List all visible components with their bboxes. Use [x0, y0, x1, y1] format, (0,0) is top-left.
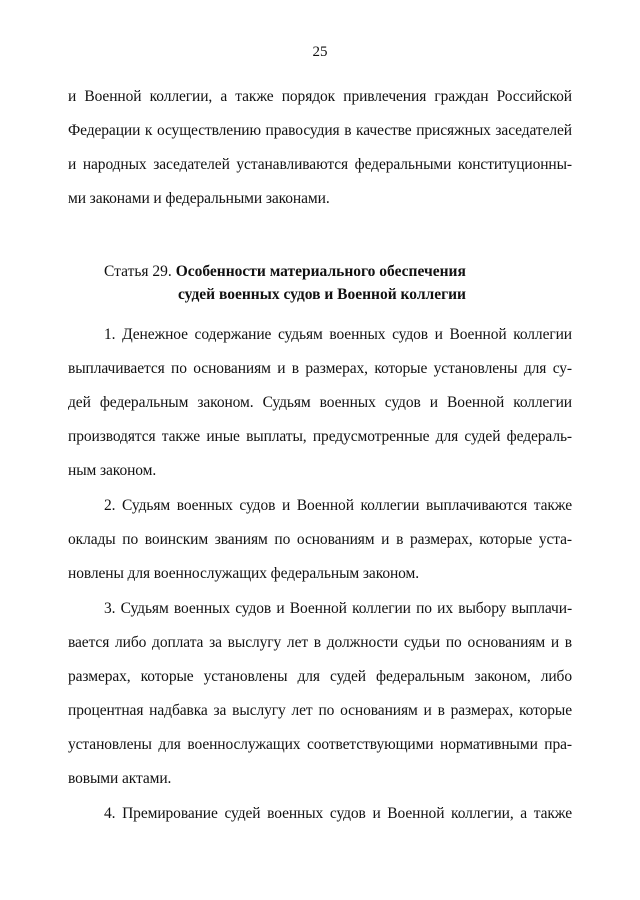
text-line: и народных заседателей устанавливаются федеральными конституционны- [68, 156, 572, 173]
article-heading [104, 263, 466, 281]
text-line: вовыми актами. [68, 770, 172, 787]
text-line: оклады по воинским званиям по основаниям и в размерах, которые уста- [68, 531, 572, 548]
text-line: 4. Премирование судей военных судов и Военной коллегии, а также [104, 805, 572, 822]
text-line: новлены для военнослужащих федеральным законом. [68, 565, 420, 582]
text-line: ным законом. [68, 462, 157, 479]
article-label: Статья 29. [104, 263, 172, 280]
text-line: 3. Судьям военных судов и Военной коллегии по их выбору выплачи- [104, 600, 572, 617]
text-line: установлены для военнослужащих соответствующими нормативными пра- [68, 736, 572, 753]
text-line: процентная надбавка за выслугу лет по основаниям и в размерах, которые [68, 702, 572, 719]
text-line: и Военной коллегии, а также порядок привлечения граждан Российской [68, 88, 572, 105]
article-title-line2: судей военных судов и Военной коллегии [178, 286, 466, 303]
text-line: 2. Судьям военных судов и Военной коллегии выплачиваются также [104, 497, 572, 514]
page-number: 25 [312, 44, 328, 60]
text-line: размерах, которые установлены для судей федеральным законом, либо [68, 668, 572, 685]
text-line: дей федеральным законом. Судьям военных судов и Военной коллегии [68, 394, 572, 411]
text-line: вается либо доплата за выслугу лет в должности судьи по основаниям и в [68, 634, 572, 651]
text-line: 1. Денежное содержание судьям военных судов и Военной коллегии [104, 326, 572, 343]
text-line: выплачивается по основаниям и в размерах, которые установлены для су- [68, 360, 572, 377]
article-title-line1: Особенности материального обеспечения [175, 263, 466, 280]
text-line: производятся также иные выплаты, предусмотренные для судей федераль- [68, 428, 572, 445]
text-line: ми законами и федеральными законами. [68, 190, 330, 207]
text-line: Федерации к осуществлению правосудия в качестве присяжных заседателей [68, 122, 572, 139]
